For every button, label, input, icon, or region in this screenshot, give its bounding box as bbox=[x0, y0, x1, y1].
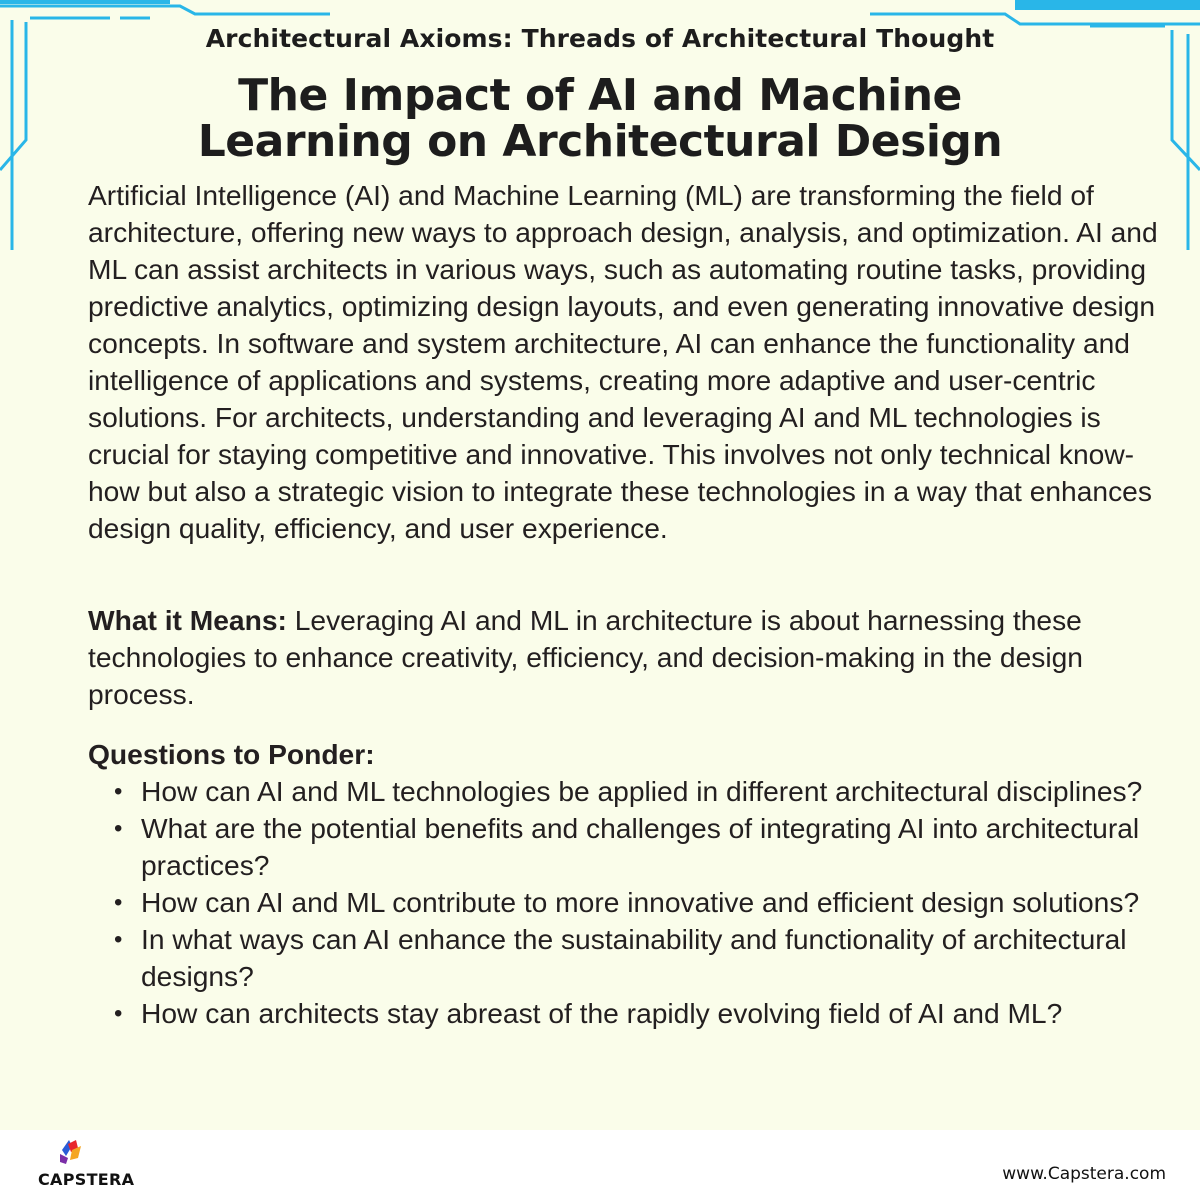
capstera-logo-icon bbox=[56, 1136, 86, 1166]
title-line-2: Learning on Architectural Design bbox=[197, 116, 1003, 167]
list-item bbox=[114, 884, 1174, 921]
title-line-1: The Impact of AI and Machine bbox=[238, 70, 962, 121]
list-item bbox=[114, 810, 1174, 884]
question-text: How can AI and ML technologies be applied in different architectural disciplines? bbox=[141, 775, 1143, 807]
bullet: • bbox=[114, 778, 123, 805]
meaning-label: What it Means: bbox=[88, 604, 287, 636]
list-item bbox=[114, 921, 1174, 995]
question-text: What are the potential benefits and challenges of integrating AI into architectural practices? bbox=[141, 812, 1140, 881]
page-title bbox=[0, 70, 1200, 167]
meaning-text: Leveraging AI and ML in architecture is about harnessing these technologies to enhance creativity, efficiency, and decision-making in the design process. bbox=[88, 604, 1083, 710]
footer bbox=[0, 1130, 1200, 1200]
question-text: In what ways can AI enhance the sustainability and functionality of architectural designs? bbox=[141, 923, 1127, 992]
bullet: • bbox=[114, 926, 123, 953]
list-item bbox=[114, 995, 1174, 1032]
questions-heading: Questions to Ponder: bbox=[88, 738, 375, 770]
question-text: How can AI and ML contribute to more innovative and efficient design solutions? bbox=[141, 886, 1140, 918]
logo-text: CAPSTERA bbox=[38, 1170, 135, 1189]
meaning-paragraph bbox=[88, 602, 1128, 713]
series-title: Architectural Axioms: Threads of Architectural Thought bbox=[205, 24, 995, 53]
questions-list bbox=[114, 773, 1174, 1032]
list-item bbox=[114, 773, 1174, 810]
capstera-logo bbox=[38, 1136, 138, 1196]
question-text: How can architects stay abreast of the rapidly evolving field of AI and ML? bbox=[141, 997, 1063, 1029]
website-link[interactable]: www.Capstera.com bbox=[1002, 1164, 1166, 1184]
bullet: • bbox=[114, 815, 123, 842]
bullet: • bbox=[114, 1000, 123, 1027]
bullet: • bbox=[114, 889, 123, 916]
intro-paragraph: Artificial Intelligence (AI) and Machine Learning (ML) are transforming the field of architecture, offering new ways to approach design, analysis, and optimization. AI and ML can assist architects in various ways, such as automating routine tasks, providing predictive analytics, optimizing design layouts, and even generating innovative design concepts. In software and system architecture, AI can enhance the functionality and intelligence of applications and systems, creating more adaptive and user-centric solutions. For architects, understanding and leveraging AI and ML technologies is crucial for staying competitive and innovative. This involves not only technical know-how but also a strategic vision to integrate these technologies in a way that enhances design quality, efficiency, and user experience. bbox=[88, 179, 1158, 544]
